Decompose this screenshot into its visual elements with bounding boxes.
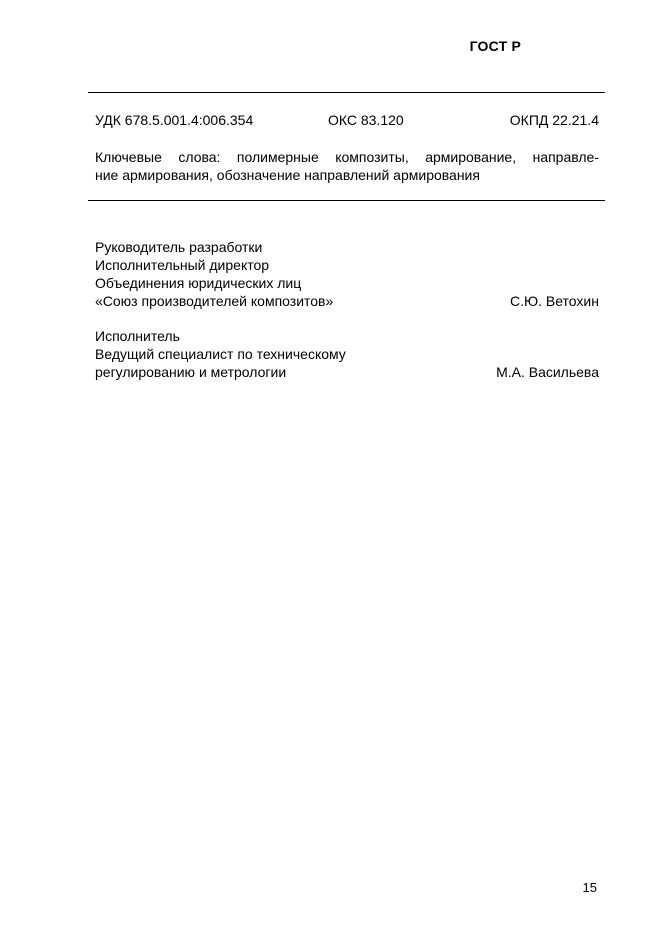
keywords-line-1: Ключевые слова: полимерные композиты, армирование, направле-: [95, 149, 599, 165]
keywords-paragraph: [95, 148, 599, 184]
okpd-code: ОКПД 22.21.4: [509, 112, 599, 128]
developer-role-line-1: Руководитель разработки: [95, 239, 263, 255]
developer-role-line-2: Исполнительный директор: [95, 257, 270, 273]
developer-organization: «Союз производителей композитов»: [95, 293, 334, 309]
developer-role-line-3: Объединения юридических лиц: [95, 275, 302, 291]
developer-signature-row: [95, 292, 599, 310]
executor-role-line-3: регулированию и метрологии: [95, 364, 287, 380]
executor-signature-block: [95, 327, 599, 381]
executor-role-line-2: Ведущий специалист по техническому: [95, 346, 346, 362]
developer-name: С.Ю. Ветохин: [509, 293, 599, 309]
page-number: 15: [582, 880, 597, 895]
developer-lead-signature-block: [95, 238, 599, 310]
standard-code-header: ГОСТ Р: [469, 38, 521, 54]
classification-codes: [95, 112, 599, 130]
oks-code: ОКС 83.120: [328, 112, 404, 128]
executor-name: М.А. Васильева: [496, 364, 599, 380]
executor-role-line-1: Исполнитель: [95, 328, 180, 344]
top-divider: [88, 92, 605, 93]
executor-signature-row: [95, 363, 599, 381]
bottom-divider: [88, 200, 605, 201]
udk-code: УДК 678.5.001.4:006.354: [95, 112, 254, 128]
keywords-line-2: ние армирования, обозначение направлений армирования: [95, 167, 480, 183]
